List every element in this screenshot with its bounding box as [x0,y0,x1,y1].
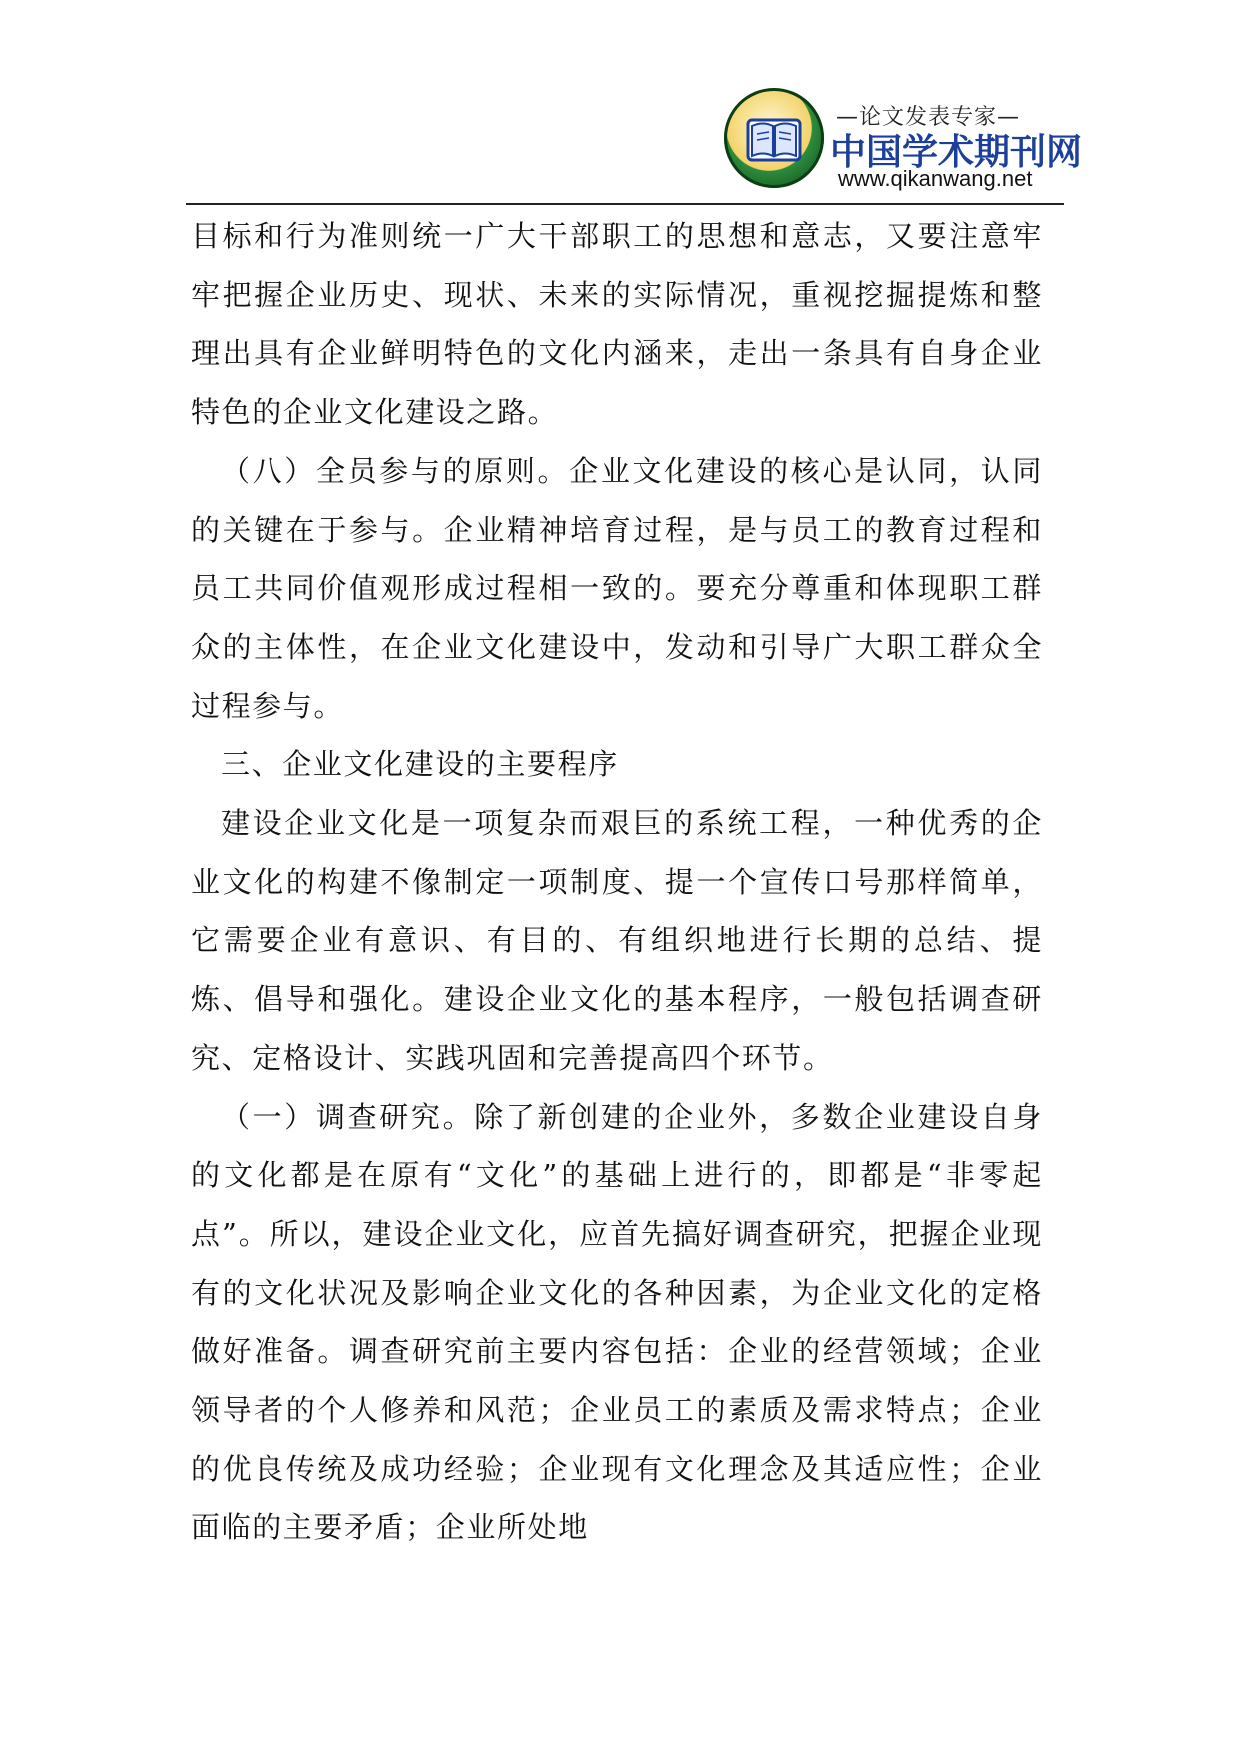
open-book-icon [744,110,804,166]
logo-url[interactable]: www.qikanwang.net [838,166,1033,191]
paragraph: 目标和行为准则统一广大干部职工的思想和意志，又要注意牢牢把握企业历史、现状、未来的实际情况，重视挖掘提炼和整理出具有企业鲜明特色的文化内涵来，走出一条具有自身企业特色的企业文化建设之路。 [191,219,1043,430]
paragraph: 建设企业文化是一项复杂而艰巨的系统工程，一种优秀的企业文化的构建不像制定一项制度、提一个宣传口号那样简单，它需要企业有意识、有目的、有组织地进行长期的总结、提炼、倡导和强化。建设企业文化的基本程序，一般包括调查研究、定格设计、实践巩固和完善提高四个环节。 [191,806,1043,1075]
document-body [191,207,1043,1557]
paragraph: （八）全员参与的原则。企业文化建设的核心是认同，认同的关键在于参与。企业精神培育过程，是与员工的教育过程和员工共同价值观形成过程相一致的。要充分尊重和体现职工群众的主体性，在企业文化建设中，发动和引导广大职工群众全过程参与。 [191,453,1043,723]
logo-tagline: —论文发表专家— [836,105,1021,130]
header-divider [186,203,1064,205]
page-header [186,86,1083,204]
paragraph: （一）调查研究。除了新创建的企业外，多数企业建设自身的文化都是在原有“文化”的基础上进行的，即都是“非零起点”。所以，建设企业文化，应首先搞好调查研究，把握企业现有的文化状况及影响企业文化的各种因素，为企业文化的定格做好准备。调查研究前主要内容包括：企业的经营领域；企业领导者的个人修养和风范；企业员工的素质及需求特点；企业的优良传统及成功经验；企业现有文化理念及其适应性；企业面临的主要矛盾；企业所处地 [191,1099,1043,1545]
section-heading: 三、企业文化建设的主要程序 [221,747,619,782]
logo-site-name: 中国学术期刊网 [830,132,1083,173]
logo-seal [724,88,824,188]
site-logo[interactable] [724,86,1083,198]
